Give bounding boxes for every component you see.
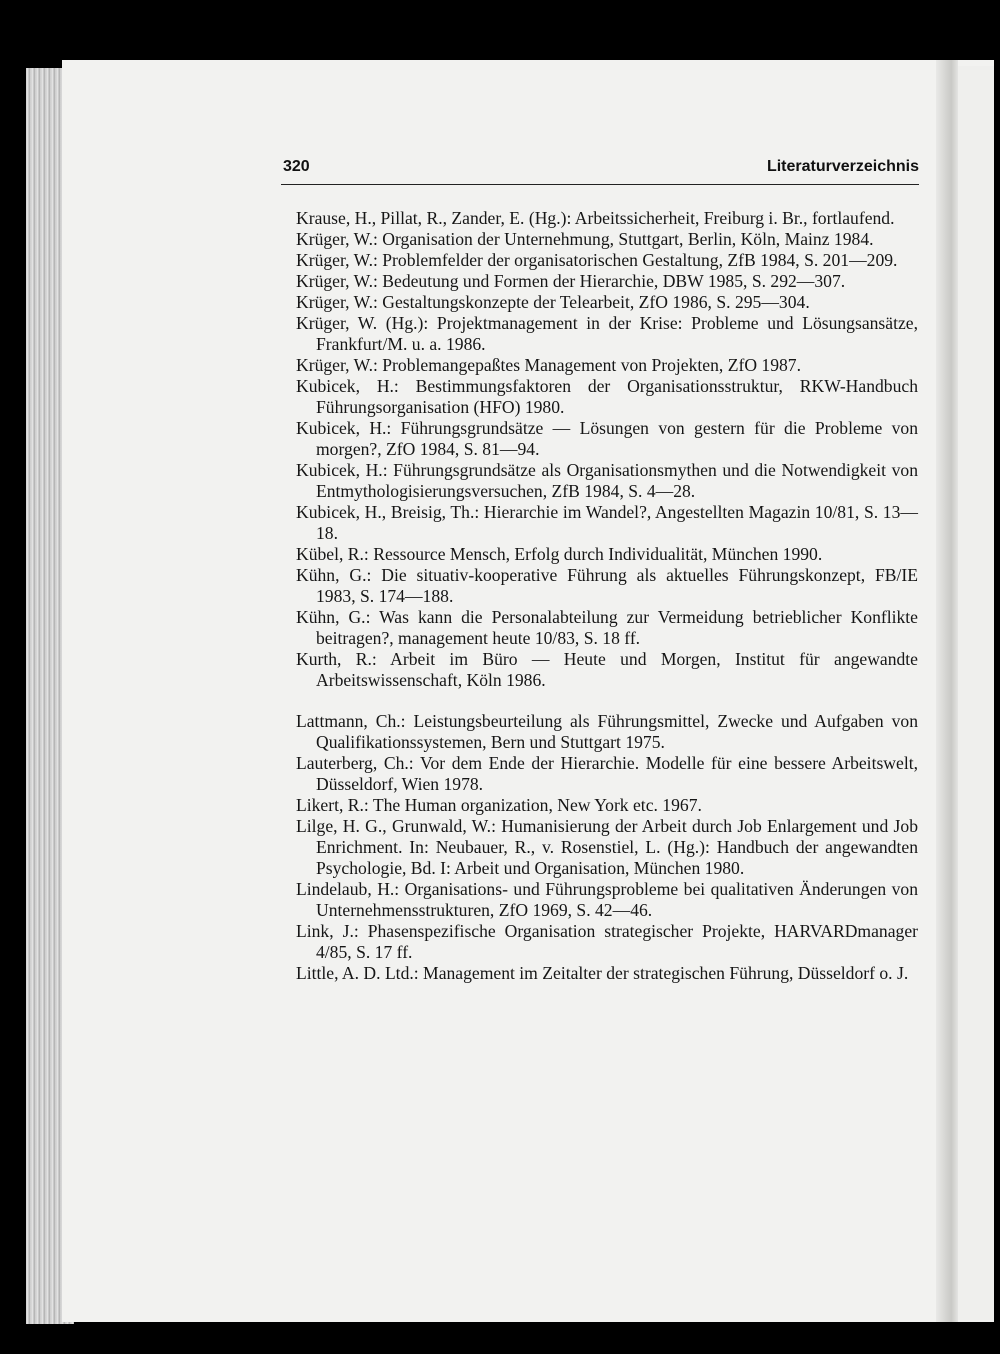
bibliography-entry: Kubicek, H.: Führungsgrundsätze — Lösungen von gestern für die Probleme von morgen?, ZfO 1984, S. 81—94.	[296, 418, 918, 459]
bibliography-entry: Kühn, G.: Was kann die Personalabteilung zur Vermeidung betrieblicher Konflikte beitragen?, management heute 10/83, S. 18 ff.	[296, 607, 918, 648]
bibliography-entry: Krüger, W.: Problemangepaßtes Management von Projekten, ZfO 1987.	[296, 355, 802, 375]
bibliography-entry: Krüger, W.: Bedeutung und Formen der Hierarchie, DBW 1985, S. 292—307.	[296, 271, 846, 291]
bibliography-entry: Kübel, R.: Ressource Mensch, Erfolg durch Individualität, München 1990.	[296, 544, 823, 564]
bibliography-entry: Lattmann, Ch.: Leistungsbeurteilung als Führungsmittel, Zwecke und Aufgaben von Qualifikationssystemen, Bern und Stuttgart 1975.	[296, 711, 918, 752]
gutter-shadow	[936, 60, 958, 1322]
bibliography-entry: Krüger, W.: Problemfelder der organisatorischen Gestaltung, ZfB 1984, S. 201—209.	[296, 250, 898, 270]
bibliography-entry: Little, A. D. Ltd.: Management im Zeitalter der strategischen Führung, Düsseldorf o. J.	[296, 963, 909, 983]
bibliography-entry: Link, J.: Phasenspezifische Organisation strategischer Projekte, HARVARDmanager 4/85, S. 17 ff.	[296, 921, 918, 962]
page-header	[281, 154, 919, 185]
bibliography-entry: Lindelaub, H.: Organisations- und Führungsprobleme bei qualitativen Änderungen von Unternehmensstrukturen, ZfO 1969, S. 42—46.	[296, 879, 918, 920]
bibliography-entry: Likert, R.: The Human organization, New York etc. 1967.	[296, 795, 702, 815]
bibliography-list	[296, 208, 918, 984]
bibliography-entry: Lauterberg, Ch.: Vor dem Ende der Hierarchie. Modelle für eine bessere Arbeitswelt, Düsseldorf, Wien 1978.	[296, 753, 918, 794]
bibliography-entry: Krause, H., Pillat, R., Zander, E. (Hg.): Arbeitssicherheit, Freiburg i. Br., fortlaufend.	[296, 208, 895, 228]
bibliography-entry: Krüger, W.: Organisation der Unternehmung, Stuttgart, Berlin, Köln, Mainz 1984.	[296, 229, 874, 249]
right-page-edge	[958, 66, 994, 1320]
bibliography-entry: Krüger, W. (Hg.): Projektmanagement in der Krise: Probleme und Lösungsansätze, Frankfurt/M. u. a. 1986.	[296, 313, 918, 354]
bibliography-entry: Kühn, G.: Die situativ-kooperative Führung als aktuelles Führungskonzept, FB/IE 1983, S. 174—188.	[296, 565, 918, 606]
bibliography-entry: Kurth, R.: Arbeit im Büro — Heute und Morgen, Institut für angewandte Arbeitswissenschaft, Köln 1986.	[296, 649, 918, 690]
bibliography-entry: Lilge, H. G., Grunwald, W.: Humanisierung der Arbeit durch Job Enlargement und Job Enrichment. In: Neubauer, R., v. Rosenstiel, L. (Hg.): Handbuch der angewandten Psychologie, Bd. I: Arbeit und Organisation, München 1980.	[296, 816, 918, 878]
bibliography-entry: Kubicek, H., Breisig, Th.: Hierarchie im Wandel?, Angestellten Magazin 10/81, S. 13—18.	[296, 502, 918, 543]
bibliography-entry: Kubicek, H.: Bestimmungsfaktoren der Organisationsstruktur, RKW-Handbuch Führungsorganisation (HFO) 1980.	[296, 376, 918, 417]
bibliography-entry: Kubicek, H.: Führungsgrundsätze als Organisationsmythen und die Notwendigkeit von Entmythologisierungsversuchen, ZfB 1984, S. 4—28.	[296, 460, 918, 501]
bibliography-entry: Krüger, W.: Gestaltungskonzepte der Telearbeit, ZfO 1986, S. 295—304.	[296, 292, 810, 312]
page-number: 320	[283, 158, 310, 175]
running-head: Literaturverzeichnis	[766, 158, 919, 175]
